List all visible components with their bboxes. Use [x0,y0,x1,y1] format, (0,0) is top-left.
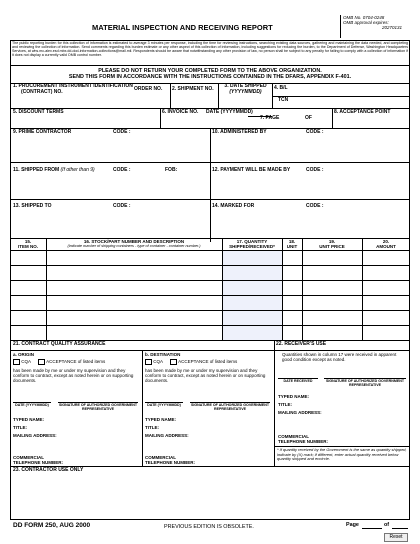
block-10-label: 10. ADMINISTERED BY [212,129,267,135]
destination-cqa-checkbox[interactable] [145,359,152,365]
block-10-code: CODE : [306,129,324,135]
form-title: MATERIAL INSPECTION AND RECEIVING REPORT [92,23,273,32]
origin-acceptance-checkbox[interactable] [38,359,45,365]
destination-statement: has been made by me or under my supervision and they conform to contract, except as noted herein or on supporting documents. [145,368,266,383]
col-16-header: 16. STOCK/PART NUMBER AND DESCRIPTION (Indicate number of shipping containers - type of container - container number.) [67,239,201,248]
block-11-code: CODE : [113,167,131,173]
block-21-label: 21. CONTRACT QUALITY ASSURANCE [13,341,106,347]
origin-phone: COMMERCIAL TELEPHONE NUMBER: [13,455,64,465]
origin-date-label: DATE (YYYYMMDD) [15,403,49,407]
block-7-label: 7. PAGE [260,115,280,121]
notice-line-2: SEND THIS FORM IN ACCORDANCE WITH THE INSTRUCTIONS CONTAINED IN THE DFARS, APPENDIX F-401. [68,74,352,80]
receiver-typed-name: TYPED NAME: [278,394,310,399]
qty-cell[interactable] [223,326,282,340]
omb-number: OMB No. 0704-0248 [343,15,385,20]
date-received-label: DATE RECEIVED [283,379,313,383]
block-14-label: 14. MARKED FOR [212,203,255,209]
origin-cqa-checkbox[interactable] [13,359,20,365]
receiver-statement: Quantities shown in column 17 were received in apparent good condition except as noted. [282,352,397,362]
qty-cell[interactable] [223,311,282,325]
qty-cell[interactable] [223,281,282,295]
reset-button[interactable]: Reset [384,533,408,542]
block-6-label: 6. INVOICE NO. [162,109,199,115]
notice-line-1: PLEASE DO NOT RETURN YOUR COMPLETED FORM TO THE ABOVE ORGANIZATION. [98,68,322,74]
col-19-header: 19. UNIT PRICE [319,239,345,249]
destination-acceptance-checkbox[interactable] [170,359,177,365]
block-13-label: 13. SHIPPED TO [13,203,52,209]
col-20-header: 20. AMOUNT [376,239,396,249]
destination-signature-label: SIGNATURE OF AUTHORIZED GOVERNMENT REPRESENTATIVE [190,403,270,411]
block-14-code: CODE : [306,203,324,209]
block-3-label: 3. DATE SHIPPED (YYYYMMDD) [224,83,267,95]
origin-label: a. ORIGIN [13,352,35,357]
origin-signature-label: SIGNATURE OF AUTHORIZED GOVERNMENT REPRESENTATIVE [58,403,138,411]
origin-statement: has been made by me or under my supervision and they conform to contract, except as noted herein or on supporting documents. [13,368,134,383]
block-22-label: 22. RECEIVER'S USE [276,341,327,347]
origin-mailing: MAILING ADDRESS: [13,433,57,438]
block-4-label: 4. B/L [274,85,288,91]
block-12-label: 12. PAYMENT WILL BE MADE BY [212,167,291,173]
block-11-label: 11. SHIPPED FROM (If other than 9) [13,167,95,173]
receiver-mailing: MAILING ADDRESS: [278,410,322,415]
footer-page-input[interactable] [362,528,382,529]
destination-date-label: DATE (YYYYMMDD) [147,403,181,407]
origin-title: TITLE: [13,425,27,430]
destination-title: TITLE: [145,425,159,430]
block-12-code: CODE : [306,167,324,173]
obsolete-notice: PREVIOUS EDITION IS OBSOLETE. [164,524,254,530]
destination-mailing: MAILING ADDRESS: [145,433,189,438]
omb-expires-label: OMB approval expires: [343,20,389,25]
qty-cell[interactable] [223,266,282,280]
block-9-label: 9. PRIME CONTRACTOR [13,129,72,135]
receiver-phone: COMMERCIAL TELEPHONE NUMBER: [278,434,329,444]
destination-checkboxes: CQA ACCEPTANCE of listed items [145,359,237,365]
qty-cell[interactable] [223,251,282,265]
omb-box [340,15,410,38]
block-2-label: 2. SHIPMENT NO. [172,86,214,92]
footer-page-label: Page [346,522,359,528]
block-23-label: 23. CONTRACTOR USE ONLY [13,467,84,473]
footer-of-label: of [384,522,390,528]
receiver-footnote: * If quantity received by the Government is the same as quantity shipped, indicate by (X) mark; if different, enter actual quantity received below quantity shipped and encircle. [277,447,407,462]
fob-label: FOB: [165,167,178,173]
destination-label: b. DESTINATION [145,352,181,357]
tcn-label: TCN [278,97,289,103]
block-13-code: CODE : [113,203,131,209]
origin-checkboxes: CQA ACCEPTANCE of listed items [13,359,105,365]
receiver-title: TITLE: [278,402,292,407]
block-7-of: OF [305,115,312,121]
footer-of-input[interactable] [392,528,408,529]
block-6-date-label: DATE (YYYYMMDD) [206,109,253,115]
receiver-signature-label: SIGNATURE OF AUTHORIZED GOVERNMENT REPRESENTATIVE [325,379,405,387]
return-notice [10,65,410,83]
destination-typed-name: TYPED NAME: [145,417,177,422]
col-18-header: 18. UNIT [286,239,298,249]
order-no-label: ORDER NO. [134,86,163,92]
block-5-label: 5. DISCOUNT TERMS [13,109,64,115]
col-17-header: 17. QUANTITY SHIPPED/RECEIVED* [229,239,275,249]
form-id: DD FORM 250, AUG 2000 [13,522,91,529]
block-9-code: CODE : [113,129,131,135]
col-15-header: 15. ITEM NO. [18,239,38,249]
qty-cell[interactable] [223,296,282,310]
origin-typed-name: TYPED NAME: [13,417,45,422]
block-1-label: 1. PROCUREMENT INSTRUMENT IDENTIFICATION (CONTRACT) NO. [13,83,133,95]
omb-expires-date: 20270131 [381,25,402,30]
block-8-label: 8. ACCEPTANCE POINT [334,109,391,115]
burden-statement: The public reporting burden for this collection of information is estimated to average 3 minutes per response, including the time for reviewing instructions, searching existing data sources, gathering and maintaining the data needed, and completing and reviewing the collection of information. Send comments regarding this burden estimate or any other aspect of this collection of information, including suggestions for reducing the burden, to the Department of Defense, Washington Headquarters Services, at whs.mc-alex.esd.mbx.dd-dod-information-collections@mail.mil. Respondents should be aware that notwithstanding any other provision of law, no person shall be subject to any penalty for failing to comply with a collection of information if it does not display a currently valid OMB control number. [12,41,408,58]
destination-phone: COMMERCIAL TELEPHONE NUMBER: [145,455,196,465]
